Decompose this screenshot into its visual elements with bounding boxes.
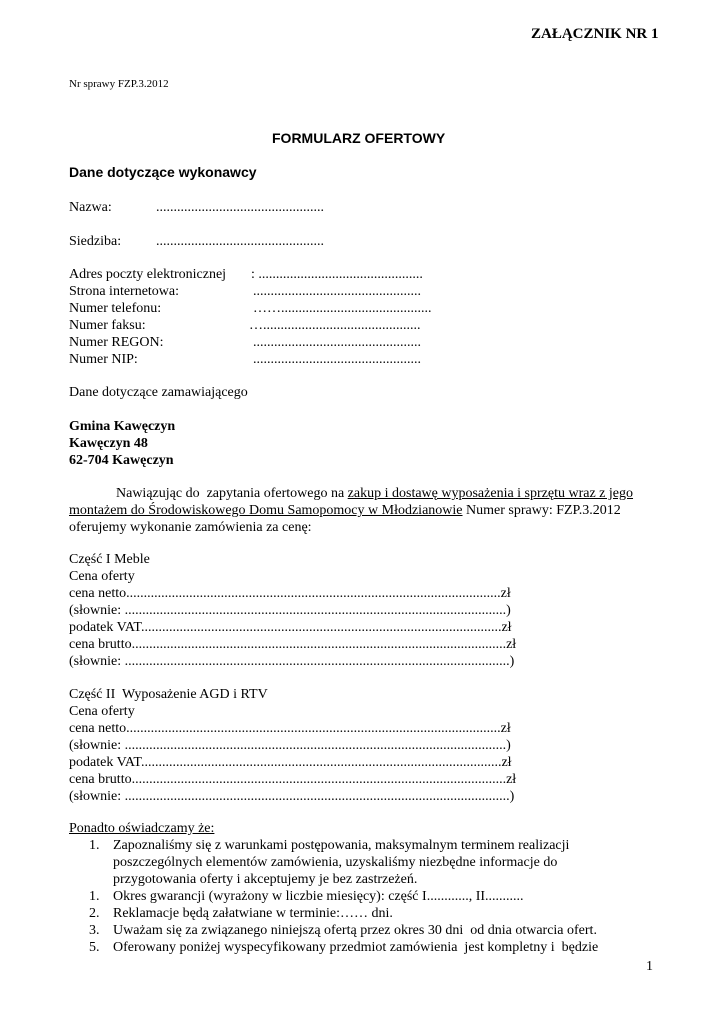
attachment-label: ZAŁĄCZNIK NR 1 <box>531 26 659 42</box>
field-label: Adres poczty elektronicznej <box>69 267 227 282</box>
seat-label: Siedziba: <box>69 234 122 249</box>
field-label: Numer faksu: <box>69 318 146 333</box>
intro-line-1 <box>116 485 633 502</box>
list-number: 5. <box>89 940 100 955</box>
list-item-line: Uważam się za związanego niniejszą ofertą przez okres 30 dni od dnia otwarcia ofert. <box>113 923 597 938</box>
intro-line-3: oferujemy wykonanie zamówienia za cenę: <box>69 520 312 535</box>
contracting-line: Kawęczyn 48 <box>69 436 148 451</box>
price-line: cena netto...........................................................................................................zł <box>69 586 511 601</box>
list-item-line: Okres gwarancji (wyrażony w liczbie miesięcy): część I............, II........... <box>113 889 524 904</box>
price-line: podatek VAT.......................................................................................................zł <box>69 620 512 635</box>
field-label: Numer telefonu: <box>69 301 162 316</box>
part-title: Część II Wyposażenie AGD i RTV <box>69 687 268 702</box>
contractor-heading: Dane dotyczące wykonawcy <box>69 164 257 180</box>
field-value: ……........................................... <box>253 301 432 316</box>
order-subject: montażem do Środowiskowego Domu Samopomocy w Młodzianowie <box>69 503 463 518</box>
field-value: ................................................ <box>253 284 421 299</box>
field-label: Numer NIP: <box>69 352 138 367</box>
order-subject: zakup i dostawę wyposażenia i sprzętu wraz z jego <box>347 486 634 501</box>
case-number: Nr sprawy FZP.3.2012 <box>69 78 169 90</box>
intro-text: Nawiązując do zapytania ofertowego na <box>116 486 348 501</box>
price-line: Cena oferty <box>69 569 135 584</box>
list-number: 1. <box>89 889 100 904</box>
price-line: (słownie: ..............................................................................................................) <box>69 654 515 669</box>
field-value: …............................................. <box>249 318 421 333</box>
field-value: ................................................ <box>253 335 421 350</box>
seat-value: ................................................ <box>156 234 324 249</box>
price-line: cena brutto...........................................................................................................zł <box>69 637 517 652</box>
list-number: 1. <box>89 838 100 853</box>
field-label: Strona internetowa: <box>69 284 180 299</box>
contracting-line: Gmina Kawęczyn <box>69 419 176 434</box>
list-item-line: poszczególnych elementów zamówienia, uzyskaliśmy niezbędne informacje do <box>113 855 558 870</box>
list-item-line: przygotowania oferty i akceptujemy je bez zastrzeżeń. <box>113 872 418 887</box>
field-value: : ............................................... <box>251 267 423 282</box>
intro-text: Numer sprawy: FZP.3.2012 <box>462 503 621 518</box>
name-value: ................................................ <box>156 200 324 215</box>
part-title: Część I Meble <box>69 552 150 567</box>
contracting-heading: Dane dotyczące zamawiającego <box>69 385 248 400</box>
declarations-heading: Ponadto oświadczamy że: <box>69 821 215 836</box>
price-line: (słownie: ..............................................................................................................) <box>69 789 515 804</box>
list-item-line: Zapoznaliśmy się z warunkami postępowania, maksymalnym terminem realizacji <box>113 838 570 853</box>
price-line: cena brutto...........................................................................................................zł <box>69 772 517 787</box>
list-item-line: Oferowany poniżej wyspecyfikowany przedmiot zamówienia jest kompletny i będzie <box>113 940 599 955</box>
field-value: ................................................ <box>253 352 421 367</box>
page-number: 1 <box>646 959 653 974</box>
price-line: podatek VAT.......................................................................................................zł <box>69 755 512 770</box>
price-line: (słownie: .............................................................................................................) <box>69 738 511 753</box>
list-number: 2. <box>89 906 100 921</box>
page-title: FORMULARZ OFERTOWY <box>272 130 446 146</box>
contracting-line: 62-704 Kawęczyn <box>69 453 174 468</box>
list-item-line: Reklamacje będą załatwiane w terminie:…… dni. <box>113 906 393 921</box>
field-label: Numer REGON: <box>69 335 164 350</box>
price-line: cena netto...........................................................................................................zł <box>69 721 511 736</box>
intro-line-2 <box>69 502 621 519</box>
list-number: 3. <box>89 923 100 938</box>
name-label: Nazwa: <box>69 200 112 215</box>
price-line: (słownie: .............................................................................................................) <box>69 603 511 618</box>
price-line: Cena oferty <box>69 704 135 719</box>
